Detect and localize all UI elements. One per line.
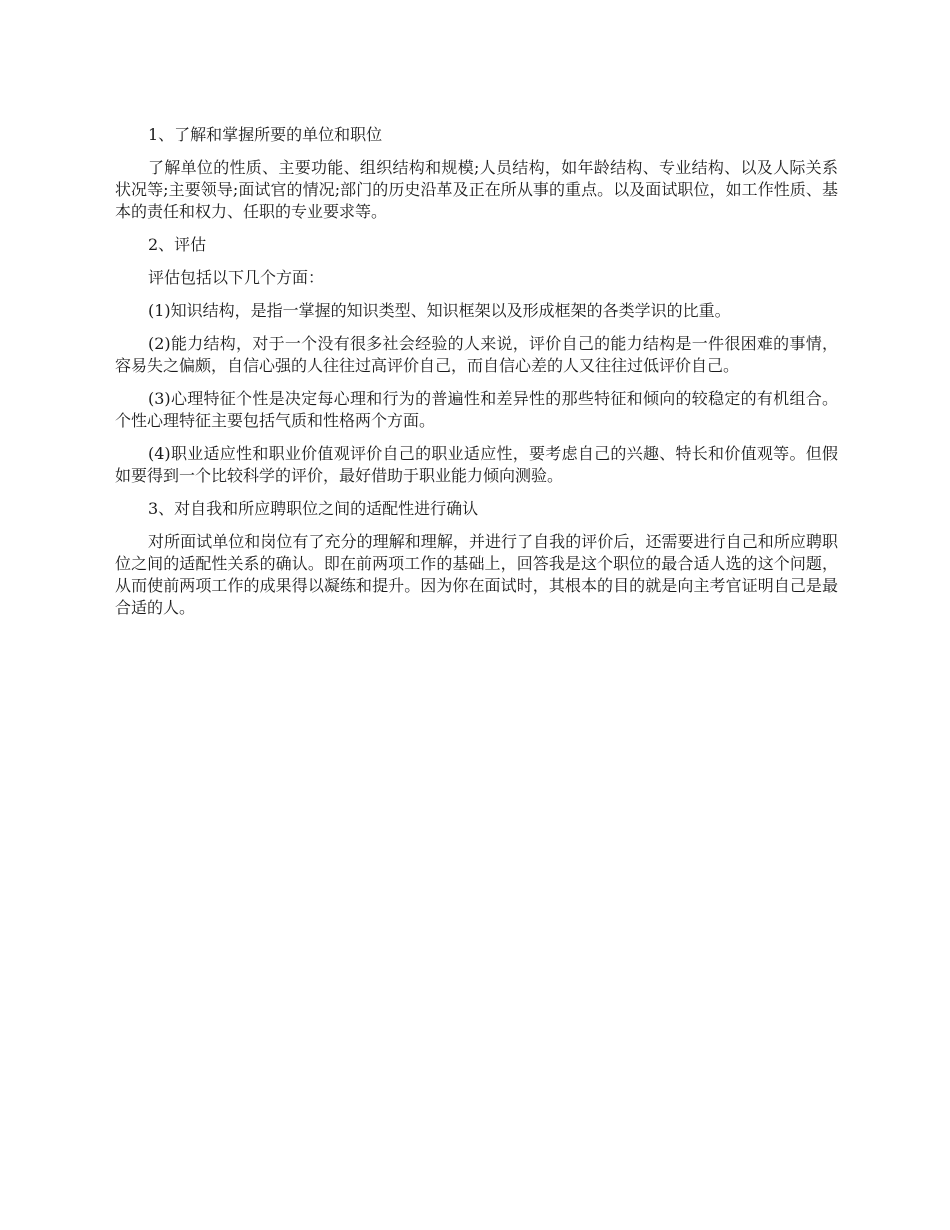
list-item-career-fit: (4)职业适应性和职业价值观评价自己的职业适应性，要考虑自己的兴趣、特长和价值观等。但假如要得到一个比较科学的评价，最好借助于职业能力倾向测验。 (115, 444, 838, 485)
section-heading-1: 1、了解和掌握所要的单位和职位 (148, 125, 383, 144)
list-item-psychology: (3)心理特征个性是决定每心理和行为的普遍性和差异性的那些特征和倾向的较稳定的有机组合。个性心理特征主要包括气质和性格两个方面。 (115, 389, 838, 430)
body-paragraph: 评估包括以下几个方面： (148, 268, 325, 287)
section-heading-2: 2、评估 (148, 235, 207, 254)
body-paragraph: 对所面试单位和岗位有了充分的理解和理解，并进行了自我的评价后，还需要进行自己和所应聘职位之间的适配性关系的确认。即在前两项工作的基础上，回答我是这个职位的最合适人选的这个问题，从而使前两项工作的成果得以凝练和提升。因为你在面试时，其根本的目的就是向主考官证明自己是最合适的人。 (115, 532, 838, 617)
list-item-knowledge: (1)知识结构，是指一掌握的知识类型、知识框架以及形成框架的各类学识的比重。 (148, 301, 731, 320)
list-item-ability: (2)能力结构，对于一个没有很多社会经验的人来说，评价自己的能力结构是一件很困难的事情，容易失之偏颇，自信心强的人往往过高评价自己，而自信心差的人又往往过低评价自己。 (115, 334, 838, 375)
section-heading-3: 3、对自我和所应聘职位之间的适配性进行确认 (148, 499, 479, 518)
body-paragraph: 了解单位的性质、主要功能、组织结构和规模;人员结构，如年龄结构、专业结构、以及人际关系状况等;主要领导;面试官的情况;部门的历史沿革及正在所从事的重点。以及面试职位，如工作性质、基本的责任和权力、任职的专业要求等。 (115, 158, 838, 221)
document-body (115, 124, 838, 630)
